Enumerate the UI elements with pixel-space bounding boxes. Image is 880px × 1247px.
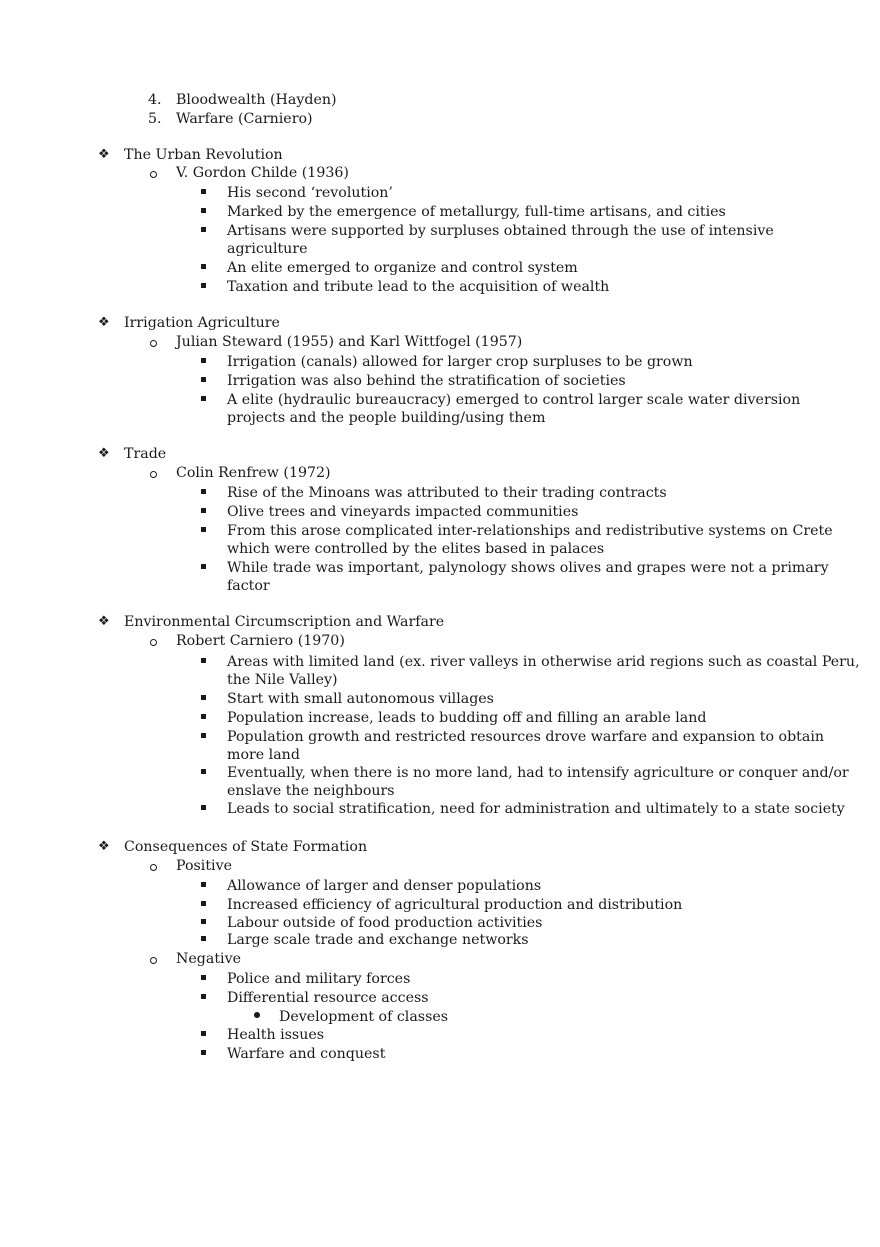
square-bullet-icon: [201, 658, 206, 663]
square-bullet-icon: [201, 396, 206, 401]
list-item: While trade was important, palynology shows olives and grapes were not a primary: [227, 560, 829, 576]
square-bullet-icon: [201, 1031, 206, 1036]
square-bullet-icon: [201, 882, 206, 887]
subsection-label: Negative: [176, 951, 242, 967]
square-bullet-icon: [201, 936, 206, 941]
list-item-continuation: the Nile Valley): [227, 672, 338, 688]
section-heading: Consequences of State Formation: [124, 839, 368, 855]
list-item-continuation: more land: [227, 747, 300, 763]
square-bullet-icon: [201, 733, 206, 738]
list-item: Population growth and restricted resources drove warfare and expansion to obtain: [227, 729, 824, 745]
subsection-label: Positive: [176, 858, 232, 874]
subsection-label: Julian Steward (1955) and Karl Wittfogel (1957): [176, 334, 523, 350]
list-item: Warfare (Carniero): [176, 111, 313, 127]
section-heading: Environmental Circumscription and Warfare: [124, 614, 445, 630]
square-bullet-icon: [201, 975, 206, 980]
square-bullet-icon: [201, 769, 206, 774]
subsection-label: Robert Carniero (1970): [176, 633, 345, 649]
subsection-label: V. Gordon Childe (1936): [176, 165, 349, 181]
list-item: Development of classes: [279, 1009, 449, 1025]
square-bullet-icon: [201, 377, 206, 382]
list-item: Start with small autonomous villages: [227, 691, 494, 707]
square-bullet-icon: [201, 208, 206, 213]
diamond-bullet-icon: ❖: [98, 147, 110, 162]
list-item: Large scale trade and exchange networks: [227, 932, 529, 948]
circle-bullet-icon: [150, 639, 157, 646]
subsection-label: Colin Renfrew (1972): [176, 465, 331, 481]
list-item-continuation: which were controlled by the elites based in palaces: [227, 541, 605, 557]
list-item: Eventually, when there is no more land, had to intensify agriculture or conquer and/or: [227, 765, 849, 781]
circle-bullet-icon: [150, 957, 157, 964]
list-number: 5.: [148, 111, 162, 127]
list-item: Leads to social stratification, need for administration and ultimately to a state society: [227, 801, 845, 817]
list-item-continuation: factor: [227, 578, 270, 594]
square-bullet-icon: [201, 714, 206, 719]
list-item: Areas with limited land (ex. river valleys in otherwise arid regions such as coastal Peru,: [227, 654, 860, 670]
diamond-bullet-icon: ❖: [98, 839, 110, 854]
square-bullet-icon: [201, 994, 206, 999]
diamond-bullet-icon: ❖: [98, 446, 110, 461]
section-heading: Irrigation Agriculture: [124, 315, 280, 331]
list-item: Rise of the Minoans was attributed to their trading contracts: [227, 485, 667, 501]
list-item: Population increase, leads to budding off and filling an arable land: [227, 710, 707, 726]
square-bullet-icon: [201, 264, 206, 269]
list-item: A elite (hydraulic bureaucracy) emerged to control larger scale water diversion: [227, 392, 801, 408]
circle-bullet-icon: [150, 171, 157, 178]
square-bullet-icon: [201, 189, 206, 194]
list-item: Allowance of larger and denser populations: [227, 878, 542, 894]
list-item: Irrigation (canals) allowed for larger crop surpluses to be grown: [227, 354, 693, 370]
list-item: From this arose complicated inter-relationships and redistributive systems on Crete: [227, 523, 833, 539]
diamond-bullet-icon: ❖: [98, 614, 110, 629]
list-item-continuation: projects and the people building/using them: [227, 410, 546, 426]
circle-bullet-icon: [150, 340, 157, 347]
square-bullet-icon: [201, 1050, 206, 1055]
list-item-continuation: agriculture: [227, 241, 308, 257]
list-item: Warfare and conquest: [227, 1046, 386, 1062]
list-item-continuation: enslave the neighbours: [227, 783, 395, 799]
square-bullet-icon: [201, 283, 206, 288]
circle-bullet-icon: [150, 471, 157, 478]
section-heading: The Urban Revolution: [124, 147, 283, 163]
list-item: Increased efficiency of agricultural production and distribution: [227, 897, 683, 913]
list-item: Olive trees and vineyards impacted communities: [227, 504, 579, 520]
square-bullet-icon: [201, 527, 206, 532]
list-number: 4.: [148, 92, 162, 108]
square-bullet-icon: [201, 508, 206, 513]
list-item: Irrigation was also behind the stratification of societies: [227, 373, 626, 389]
square-bullet-icon: [201, 358, 206, 363]
circle-bullet-icon: [150, 864, 157, 871]
square-bullet-icon: [201, 805, 206, 810]
list-item: Bloodwealth (Hayden): [176, 92, 337, 108]
square-bullet-icon: [201, 901, 206, 906]
square-bullet-icon: [201, 919, 206, 924]
square-bullet-icon: [201, 695, 206, 700]
list-item: Differential resource access: [227, 990, 429, 1006]
list-item: Marked by the emergence of metallurgy, full-time artisans, and cities: [227, 204, 726, 220]
list-item: Taxation and tribute lead to the acquisition of wealth: [227, 279, 610, 295]
list-item: Artisans were supported by surpluses obtained through the use of intensive: [227, 223, 774, 239]
list-item: Labour outside of food production activities: [227, 915, 543, 931]
list-item: His second ‘revolution’: [227, 185, 393, 201]
list-item: Police and military forces: [227, 971, 411, 987]
list-item: Health issues: [227, 1027, 325, 1043]
square-bullet-icon: [201, 564, 206, 569]
round-bullet-icon: [254, 1012, 260, 1018]
section-heading: Trade: [124, 446, 167, 462]
square-bullet-icon: [201, 489, 206, 494]
square-bullet-icon: [201, 227, 206, 232]
diamond-bullet-icon: ❖: [98, 315, 110, 330]
list-item: An elite emerged to organize and control system: [227, 260, 578, 276]
